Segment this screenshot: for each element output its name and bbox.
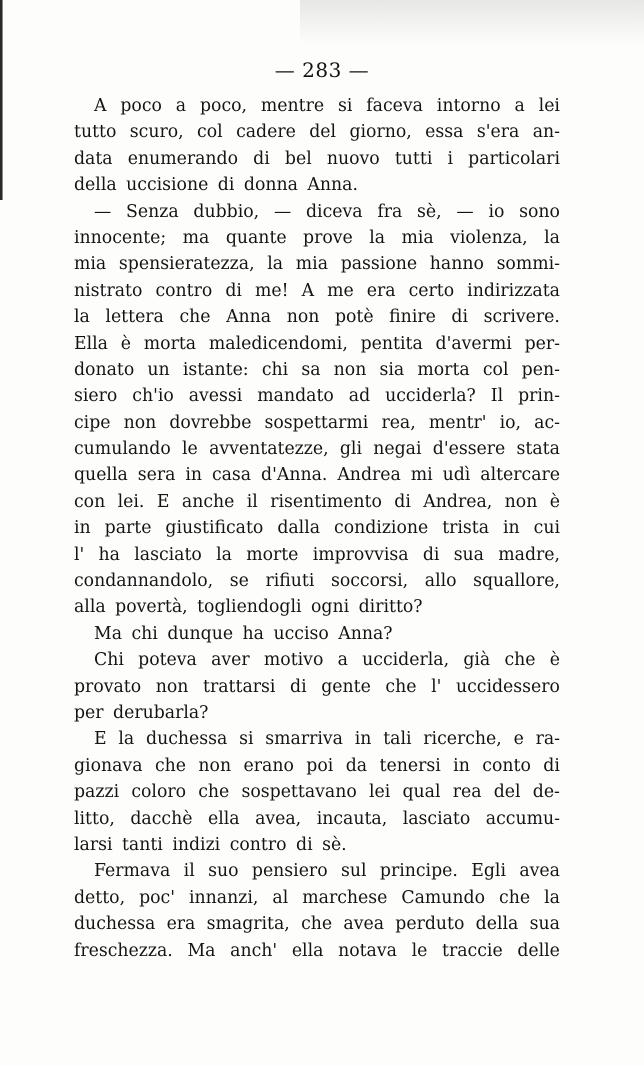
text-line	[74, 383, 560, 409]
word: casa	[211, 465, 252, 486]
word: marchese	[302, 887, 388, 908]
word: al	[272, 887, 289, 908]
word: dacchè	[130, 808, 193, 829]
word: donato	[74, 359, 135, 380]
word: sommi-	[496, 254, 560, 275]
word: avessi	[188, 386, 243, 407]
word: —	[94, 201, 112, 222]
word: violenza,	[450, 227, 528, 248]
word: il	[246, 491, 258, 512]
word: Egli	[471, 861, 506, 882]
word: contro	[155, 280, 213, 301]
word: lasciato	[402, 808, 471, 829]
word: mi	[410, 465, 433, 486]
word: dovrebbe	[169, 412, 252, 433]
word: sa	[301, 359, 321, 380]
word: A	[94, 96, 107, 116]
word: uccidessero	[455, 676, 560, 697]
word: motivo	[263, 650, 324, 671]
word: prin-	[518, 386, 560, 407]
text-line	[74, 410, 560, 436]
word: avea	[343, 914, 385, 935]
word: pen-	[521, 359, 560, 380]
word: un	[147, 359, 170, 380]
word: cumulando	[74, 439, 171, 460]
word: ucciderla?	[385, 386, 476, 407]
word: la	[267, 254, 284, 275]
word: risentimento	[270, 491, 382, 512]
word: de-	[532, 782, 560, 803]
word: ad	[348, 386, 371, 407]
word: squallore,	[473, 571, 560, 592]
word: tali	[383, 729, 412, 750]
word: che	[154, 755, 186, 776]
word: del	[493, 782, 521, 803]
word: anch'	[230, 940, 278, 961]
word: nuovo	[326, 148, 380, 169]
word: giorno,	[349, 122, 412, 143]
word: da	[345, 755, 368, 776]
text-line	[74, 489, 560, 515]
word: A	[301, 280, 315, 301]
word: Anna	[226, 307, 272, 328]
word: erano	[243, 755, 294, 776]
word: tutti	[394, 148, 433, 169]
word: cipe	[74, 412, 111, 433]
word: si	[337, 96, 353, 116]
word: la	[544, 887, 560, 908]
word: mia	[74, 254, 107, 275]
word: in	[74, 518, 91, 539]
word: duchessa	[146, 729, 228, 750]
word: trista	[442, 518, 490, 539]
word: quella	[74, 465, 128, 486]
text-line	[74, 858, 560, 884]
word: innanzi,	[189, 887, 259, 908]
word: e	[513, 729, 524, 750]
word: d'Anna.	[261, 465, 328, 486]
word: perduto	[395, 914, 465, 935]
word: sia	[379, 359, 405, 380]
word: accumu-	[485, 808, 560, 829]
word: lei.	[117, 491, 145, 512]
text-line	[74, 331, 560, 357]
word: cadere	[236, 122, 296, 143]
word: enumerando	[127, 148, 239, 169]
text-line	[74, 225, 560, 251]
word: prove	[303, 227, 353, 248]
word: lei	[538, 96, 560, 116]
word: incauta,	[316, 808, 388, 829]
word: la	[544, 227, 560, 248]
word: freschezza.	[74, 940, 173, 961]
word: poteva	[138, 650, 197, 671]
word: notava	[338, 940, 397, 961]
word: le	[411, 940, 428, 961]
text-line	[74, 938, 560, 964]
line-text: per derubarla?	[74, 702, 209, 723]
word: si	[239, 729, 254, 750]
word: la	[216, 544, 232, 565]
word: io	[488, 201, 505, 222]
word: sè,	[417, 201, 442, 222]
word: provato	[74, 676, 142, 697]
text-line	[74, 700, 560, 726]
word: Fermava	[94, 861, 171, 882]
word: pazzi	[74, 782, 120, 803]
line-text: larsi tanti indizi contro di sè.	[74, 834, 347, 855]
word: soccorsi,	[330, 571, 409, 592]
word: mandato	[257, 386, 334, 407]
text-line	[74, 832, 560, 858]
word: la	[118, 729, 135, 750]
word: ella	[207, 808, 240, 829]
word: gente	[321, 676, 371, 697]
word: in	[185, 465, 202, 486]
word: che	[504, 650, 536, 671]
word: traccie	[442, 940, 503, 961]
word: poco	[120, 96, 162, 116]
word: ch'io	[132, 386, 174, 407]
word: la	[369, 227, 386, 248]
word: smagrita,	[206, 914, 290, 935]
word: della	[475, 914, 519, 935]
text-line	[74, 304, 560, 330]
word: detto,	[74, 887, 126, 908]
word: gionava	[74, 755, 143, 776]
word: è	[120, 333, 131, 354]
word: faceva	[366, 96, 423, 116]
word: ucciderla,	[362, 650, 450, 671]
word: io,	[499, 412, 522, 433]
word: anche	[181, 491, 235, 512]
word: già	[463, 650, 491, 671]
word: spensieratezza,	[118, 254, 255, 275]
word: le	[182, 439, 198, 460]
word: i	[447, 148, 454, 169]
text-line	[74, 806, 560, 832]
word: litto,	[74, 808, 115, 829]
word: di	[253, 148, 270, 169]
word: non	[504, 491, 538, 512]
word: era	[366, 280, 396, 301]
word: a	[514, 96, 525, 116]
text-line	[74, 647, 560, 673]
word: l'	[74, 544, 85, 565]
word: maledicendomi,	[208, 333, 348, 354]
word: gli	[339, 439, 362, 460]
word: sua	[453, 544, 484, 565]
word: Chi	[94, 650, 124, 671]
word: lei	[368, 782, 391, 803]
word: Ella	[74, 333, 108, 354]
text-line	[74, 726, 560, 752]
word: mentr'	[428, 412, 487, 433]
word: altercare	[480, 465, 560, 486]
word: di	[451, 307, 468, 328]
text-line	[74, 93, 560, 119]
word: se	[229, 571, 249, 592]
word: hanno	[429, 254, 484, 275]
word: morte	[246, 544, 299, 565]
word: tenersi	[379, 755, 441, 776]
word: me	[327, 280, 354, 301]
word: mia	[401, 227, 434, 248]
word: data	[74, 148, 113, 169]
word: fra	[377, 201, 403, 222]
word: —	[273, 201, 292, 222]
word: tutto	[74, 122, 117, 143]
word: rea	[452, 782, 482, 803]
word: istante:	[182, 359, 249, 380]
word: negai	[373, 439, 422, 460]
word: a	[337, 650, 348, 671]
text-line	[74, 885, 560, 911]
word: madre,	[498, 544, 560, 565]
word: in	[503, 518, 520, 539]
word: è	[549, 650, 560, 671]
word: di	[225, 280, 242, 301]
word: che	[385, 676, 417, 697]
word: Il	[490, 386, 504, 407]
word: che	[499, 887, 531, 908]
word: trattarsi	[203, 676, 276, 697]
word: condizione	[334, 518, 429, 539]
word: innocente;	[74, 227, 167, 248]
word: in	[354, 729, 372, 750]
word: che	[198, 782, 230, 803]
word: col	[197, 122, 223, 143]
word: scuro,	[129, 122, 184, 143]
text-line	[74, 594, 560, 620]
word: che	[301, 914, 333, 935]
word: aver	[211, 650, 250, 671]
word: è	[549, 491, 560, 512]
word: sono	[519, 201, 560, 222]
text-line	[74, 436, 560, 462]
word: diceva	[305, 201, 363, 222]
word: chi	[261, 359, 289, 380]
word: in	[453, 755, 470, 776]
word: conto	[482, 755, 531, 776]
word: del	[309, 122, 337, 143]
word: E	[94, 729, 107, 750]
word: allo	[424, 571, 457, 592]
text-line	[74, 199, 560, 225]
word: sua	[529, 914, 560, 935]
word: di	[543, 755, 560, 776]
word: era	[166, 914, 196, 935]
word: dalla	[277, 518, 321, 539]
word: smarriva	[265, 729, 343, 750]
word: indirizzata	[467, 280, 560, 301]
word: di	[394, 491, 411, 512]
text-line	[74, 278, 560, 304]
word: mentre	[260, 96, 325, 116]
word: principe.	[379, 861, 458, 882]
word: coloro	[131, 782, 187, 803]
word: passione	[340, 254, 418, 275]
word: potè	[334, 307, 374, 328]
word: me!	[254, 280, 289, 301]
text-line	[74, 621, 560, 647]
word: con	[74, 491, 106, 512]
word: suo	[208, 861, 239, 882]
scan-shading	[300, 0, 644, 45]
text-line	[74, 568, 560, 594]
word: poc'	[139, 887, 175, 908]
word: intorno	[436, 96, 501, 116]
word: d'avermi	[435, 333, 512, 354]
word: cui	[533, 518, 560, 539]
word: ella	[291, 940, 324, 961]
text-line	[74, 357, 560, 383]
text-line	[74, 515, 560, 541]
text-line	[74, 779, 560, 805]
word: improvvisa	[312, 544, 409, 565]
word: Andrea	[337, 465, 401, 486]
word: non	[286, 307, 320, 328]
word: —	[456, 201, 474, 222]
word: rifiuti	[265, 571, 315, 592]
line-text: alla povertà, togliendogli ogni diritto?	[74, 597, 423, 618]
text-line	[74, 119, 560, 145]
word: morta	[417, 359, 470, 380]
word: morta	[143, 333, 197, 354]
word: sospettarmi	[264, 412, 369, 433]
word: pentita	[360, 333, 423, 354]
line-text: Ma chi dunque ha ucciso Anna?	[94, 623, 393, 644]
word: duchessa	[74, 914, 156, 935]
word: di	[290, 676, 307, 697]
word: quante	[225, 227, 287, 248]
word: per-	[524, 333, 560, 354]
text-line	[74, 462, 560, 488]
word: lettera	[105, 307, 164, 328]
word: mia	[295, 254, 328, 275]
word: siero	[74, 386, 118, 407]
word: non	[198, 755, 232, 776]
text-line	[74, 146, 560, 172]
word: ac-	[534, 412, 560, 433]
word: condannandolo,	[74, 571, 214, 592]
word: certo	[408, 280, 455, 301]
page-number: — 283 —	[274, 58, 370, 82]
word: parte	[104, 518, 152, 539]
body-text	[74, 93, 560, 964]
word: Ma	[187, 940, 216, 961]
word: sera	[137, 465, 176, 486]
word: bel	[284, 148, 312, 169]
word: qual	[402, 782, 441, 803]
word: di	[422, 544, 440, 565]
word: particolari	[468, 148, 560, 169]
word: a	[175, 96, 187, 116]
word: an-	[532, 122, 560, 143]
word: pensiero	[251, 861, 328, 882]
text-line	[74, 674, 560, 700]
word: lasciato	[134, 544, 202, 565]
word: non	[333, 359, 367, 380]
word: avventatezze,	[209, 439, 329, 460]
word: finire	[389, 307, 436, 328]
word: s'era	[476, 122, 520, 143]
text-line	[74, 753, 560, 779]
word: sospettavano	[241, 782, 357, 803]
word: ricerche,	[423, 729, 502, 750]
word: Andrea,	[423, 491, 493, 512]
line-text: della uccisione di donna Anna.	[74, 175, 358, 196]
word: il	[183, 861, 195, 882]
page-binding-edge	[0, 0, 6, 200]
word: delle	[517, 940, 560, 961]
word: E	[156, 491, 170, 512]
word: poco,	[199, 96, 248, 116]
word: Senza	[126, 201, 179, 222]
text-line	[74, 251, 560, 277]
text-line	[74, 542, 560, 568]
word: giustificato	[165, 518, 264, 539]
word: col	[482, 359, 509, 380]
word: essa	[425, 122, 464, 143]
word: non	[155, 676, 189, 697]
word: nistrato	[74, 280, 143, 301]
word: stata	[516, 439, 560, 460]
word: dubbio,	[193, 201, 260, 222]
word: poi	[306, 755, 334, 776]
word: che	[179, 307, 211, 328]
text-line	[74, 172, 560, 198]
word: Camundo	[401, 887, 485, 908]
word: ma	[182, 227, 210, 248]
word: sul	[340, 861, 367, 882]
word: udì	[442, 465, 471, 486]
word: avea,	[255, 808, 302, 829]
word: d'essere	[432, 439, 506, 460]
word: non	[123, 412, 157, 433]
word: rea,	[381, 412, 416, 433]
word: l'	[431, 676, 442, 697]
word: avea	[519, 861, 560, 882]
text-line	[74, 911, 560, 937]
word: ha	[98, 544, 120, 565]
word: la	[74, 307, 90, 328]
word: ra-	[535, 729, 560, 750]
word: scrivere.	[483, 307, 560, 328]
